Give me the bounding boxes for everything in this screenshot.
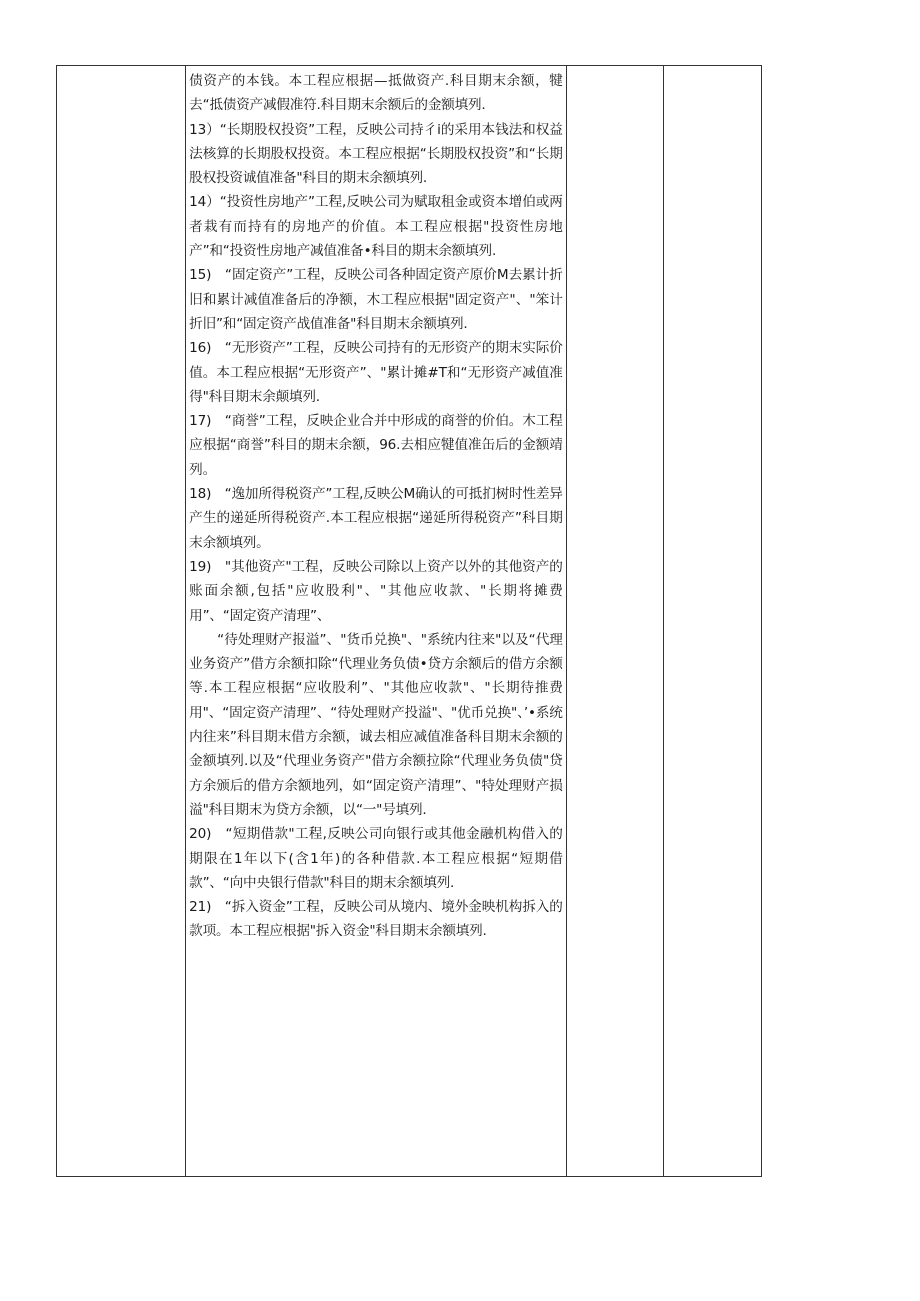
paragraph-2: 13）“长期股权投资”工程，反映公司持彳i的采用本钱法和权益法核算的长期股权投资。本工程应根据“长期股权投资”和“长期股权投资诚值准备"科目的期末余额填列.	[189, 121, 563, 187]
paragraph-8: 19) "其他资产"工程，反映公司除以上资产以外的其他资产的账面余额,包括"应收股利"、"其他应收款、"长期将摊费用”、“固定资产清理”、	[189, 558, 563, 624]
paragraph-3: 14）“投资性房地产”工程,反映公司为赋取租金或资本增伯或两者栽有而持有的房地产的价值。本工程应根据"投资性房地产”和“投资性房地产减值准备•科目的期末余额填列.	[189, 194, 563, 260]
content-cell	[186, 66, 567, 1177]
paragraph-1: 债资产的本钱。本工程应根据—抵做资产.科目期末余额，犍去“抵债资产减假准符.科目期末余额后的金额填列.	[189, 73, 563, 114]
empty-cell-third	[566, 66, 663, 1177]
paragraph-4: 15) “固定资产”工程，反映公司各种固定资产原价M去累计折旧和累计减值准备后的净额，木工程应根据"固定资产"、"笨计折旧”和“固定资产战值准备"科目期末余额填列.	[189, 267, 563, 332]
empty-cell-right	[663, 66, 761, 1177]
paragraph-5: 16) “无形资产”工程，反映公司持有的无形资产的期末实际价值。本工程应根据“无形资产”、"累计摊#T和“无形资产减值准得"科目期末余颠填列.	[189, 340, 563, 405]
table-row	[57, 66, 762, 1177]
paragraph-11: 21) “拆入资金”工程，反映公司从境内、境外金映机构拆入的款项。本工程应根据"拆入资金"科目期末余额填列.	[189, 899, 563, 940]
paragraph-9: “待处理财产报溢”、"货币兑换"、"系统内往来"以及“代理业务资产”借方余额扣除“代理业务负债•贷方余额后的借方余额等.本工程应根据“应收股利”、"其他应收款"、"长期待推费用"、“固定资产清理”、“待处理财产投溢"、"优币兑换"、’•系统内往来”科目期末借方余额，诚去相应减值准备科目期末余额的金额填列.以及“代理业务资产"借方余额拉除“代理业务负债"贷方余颁后的借方余额地列，如“固定资产清理”、"特处理财产损溢"科目期末为贷方余额，以“一"号填列.	[189, 631, 563, 818]
paragraph-10: 20) “短期借款"工程,反映公司向银行或其他金融机构借入的期限在1年以下(含1年)的各种借款.本工程应根据“短期借款”、“向中央银行借款"科目的期末余额填列.	[189, 826, 563, 891]
empty-cell-left	[57, 66, 186, 1177]
paragraph-7: 18) “逸加所得税资产”工程,反映公M确认的可抵扪树时性差异产生的递延所得税资产.本工程应根据“递延所得税资产”科目期末余额填列。	[189, 486, 563, 551]
document-table	[56, 65, 762, 1177]
paragraph-6: 17) “商誉”工程，反映企业合并中形成的商誉的价伯。木工程应根据“商誉”科目的期末余额，96.去相应犍值准缶后的金额靖列。	[189, 413, 563, 478]
